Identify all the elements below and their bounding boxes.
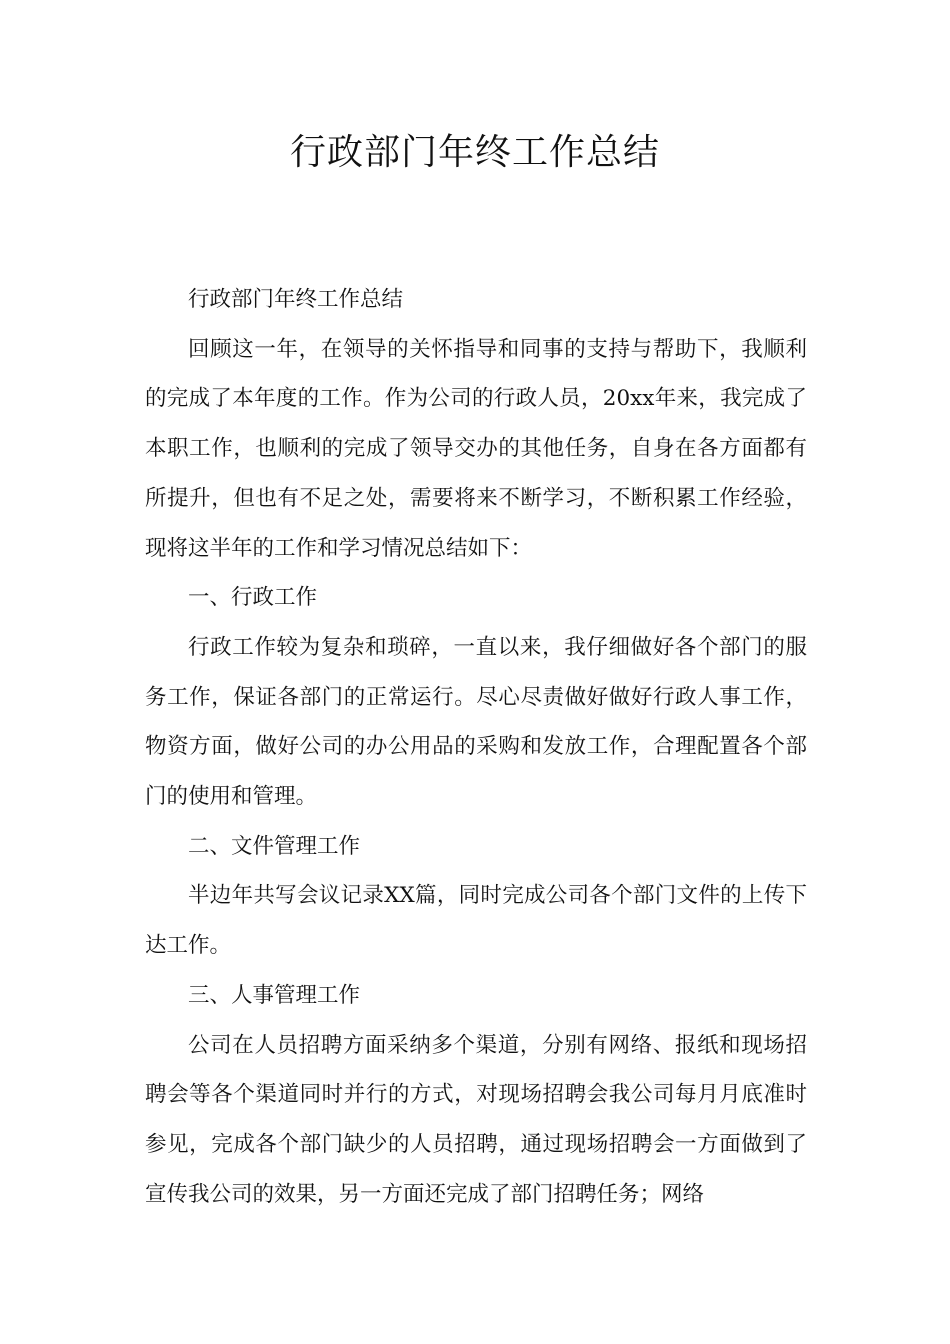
intro-paragraph: 回顾这一年，在领导的关怀指导和同事的支持与帮助下，我顺利的完成了本年度的工作。作为公司的行政人员，20xx年来，我完成了本职工作，也顺利的完成了领导交办的其他任务，自身在各方面都有所提升，但也有不足之处，需要将来不断学习，不断积累工作经验，现将这半年的工作和学习情况总结如下： bbox=[145, 336, 807, 561]
document-title: 行政部门年终工作总结 bbox=[289, 132, 660, 173]
body-heading: 行政部门年终工作总结 bbox=[188, 287, 404, 312]
documents-paragraph: 半边年共写会议记录XX篇，同时完成公司各个部门文件的上传下达工作。 bbox=[145, 883, 807, 959]
section-heading-hr: 三、人事管理工作 bbox=[188, 982, 361, 1008]
section-heading-admin: 一、行政工作 bbox=[188, 585, 318, 611]
hr-paragraph: 公司在人员招聘方面采纳多个渠道，分别有网络、报纸和现场招聘会等各个渠道同时并行的方式，对现场招聘会我公司每月月底准时参见，完成各个部门缺少的人员招聘，通过现场招聘会一方面做到了宣传我公司的效果，另一方面还完成了部门招聘任务；网络 bbox=[145, 1032, 807, 1207]
document-body bbox=[145, 275, 807, 1219]
admin-paragraph: 行政工作较为复杂和琐碎，一直以来，我仔细做好各个部门的服务工作，保证各部门的正常运行。尽心尽责做好做好行政人事工作，物资方面，做好公司的办公用品的采购和发放工作，合理配置各个部门的使用和管理。 bbox=[145, 634, 807, 810]
section-heading-documents: 二、文件管理工作 bbox=[188, 833, 361, 859]
